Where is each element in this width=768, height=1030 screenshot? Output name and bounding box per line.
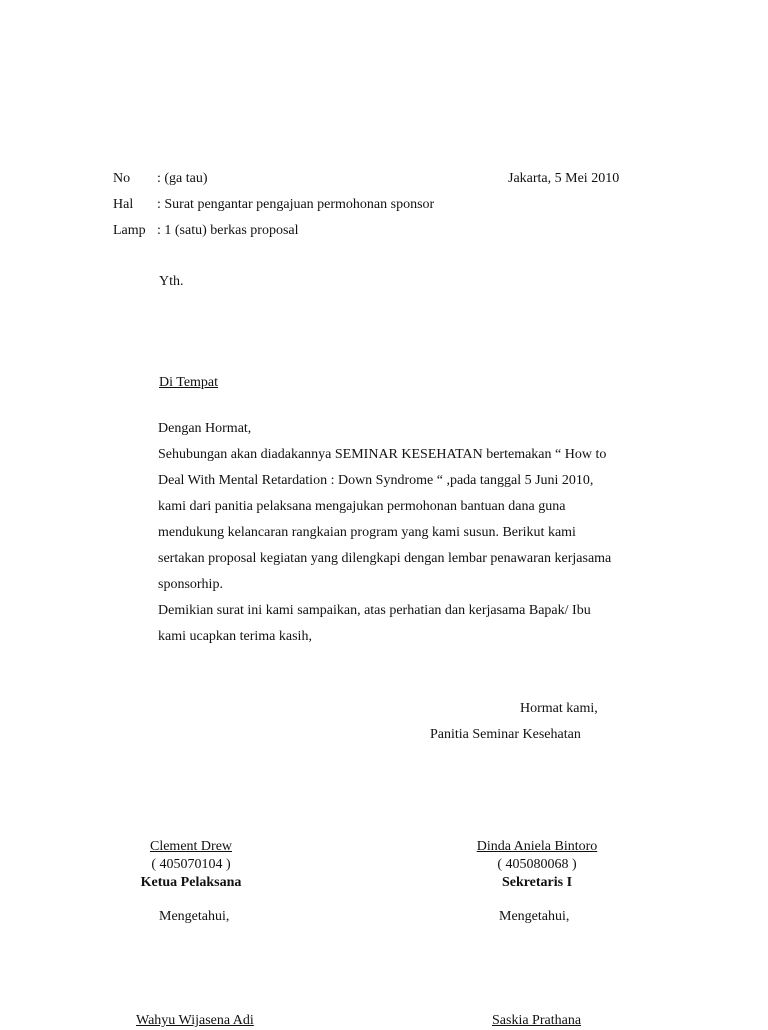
no-label: No (113, 171, 131, 186)
body-line: sertakan proposal kegiatan yang dilengkapi dengan lembar penawaran kerjasama (158, 551, 612, 566)
closing-committee: Panitia Seminar Kesehatan (430, 727, 581, 742)
hal-value: : Surat pengantar pengajuan permohonan sponsor (157, 197, 435, 212)
body-line: Deal With Mental Retardation : Down Syndrome “ ,pada tanggal 5 Juni 2010, (158, 473, 594, 488)
lamp-label: Lamp (113, 223, 146, 238)
body-line: sponsorhip. (158, 577, 223, 592)
hal-label: Hal (113, 197, 134, 212)
acknowledgement-left-label: Mengetahui, (159, 909, 230, 924)
signatory-name: Dinda Aniela Bintoro (476, 839, 598, 854)
body-line: mendukung kelancaran rangkaian program yang kami susun. Berikut kami (158, 525, 576, 540)
no-value: : (ga tau) (157, 171, 208, 186)
recipient-place: Di Tempat (159, 375, 219, 390)
closing-salutation: Hormat kami, (520, 701, 598, 716)
acknowledgement-left-name: Wahyu Wijasena Adi (136, 1013, 254, 1028)
acknowledgement-right-label: Mengetahui, (499, 909, 570, 924)
signatory-left (118, 838, 264, 892)
signatory-role: Ketua Pelaksana (140, 875, 242, 890)
signatory-role: Sekretaris I (501, 875, 573, 890)
body-line: Demikian surat ini kami sampaikan, atas perhatian dan kerjasama Bapak/ Ibu (158, 603, 591, 618)
lamp-value: : 1 (satu) berkas proposal (157, 223, 299, 238)
body-line: Sehubungan akan diadakannya SEMINAR KESEHATAN bertemakan “ How to (158, 447, 607, 462)
signatory-id: ( 405080068 ) (497, 857, 577, 872)
signatory-id: ( 405070104 ) (151, 857, 231, 872)
letter-date: Jakarta, 5 Mei 2010 (508, 171, 620, 186)
signatory-right (454, 838, 620, 892)
body-line: kami ucapkan terima kasih, (158, 629, 312, 644)
recipient-greeting: Yth. (159, 274, 184, 289)
body-line: kami dari panitia pelaksana mengajukan permohonan bantuan dana guna (158, 499, 566, 514)
acknowledgement-right-name: Saskia Prathana (492, 1013, 582, 1028)
signatory-name: Clement Drew (149, 839, 233, 854)
letter-body (158, 416, 658, 650)
body-opening: Dengan Hormat, (158, 421, 252, 436)
